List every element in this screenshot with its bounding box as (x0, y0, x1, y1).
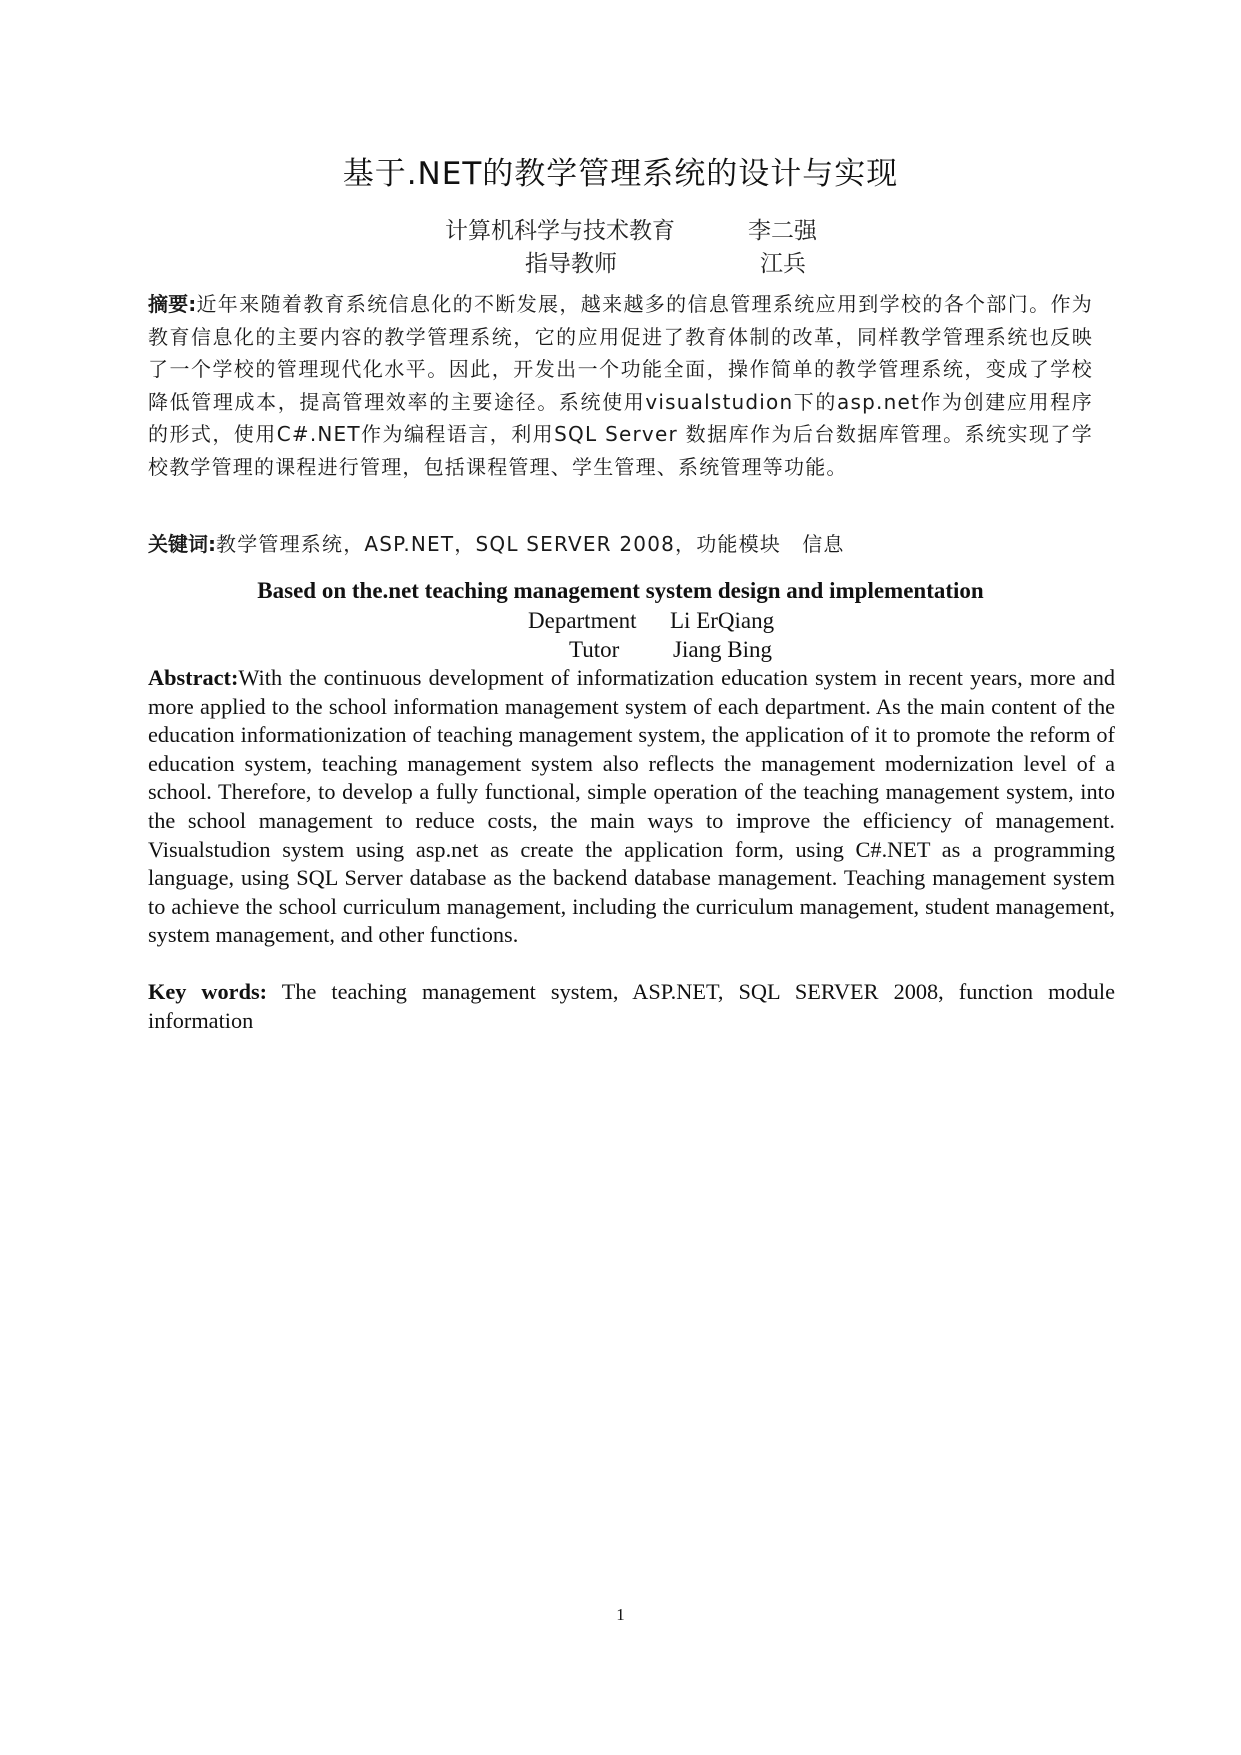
english-keywords (148, 978, 1115, 1035)
chinese-keywords-text: 教学管理系统，ASP.NET，SQL SERVER 2008，功能模块 信息 (216, 532, 845, 556)
major-label: 计算机科学与技术教育 (445, 218, 675, 244)
advisor-label: 指导教师 (525, 251, 617, 277)
english-abstract-label: Abstract: (148, 665, 239, 690)
author-name: 李二强 (748, 218, 817, 244)
english-abstract (148, 664, 1115, 950)
english-keywords-text: The teaching management system, ASP.NET, SQL SERVER 2008, function module information (148, 979, 1115, 1033)
chinese-keywords-label: 关键词: (148, 532, 216, 556)
chinese-abstract-label: 摘要: (148, 292, 197, 316)
page-number: 1 (616, 1605, 625, 1624)
advisor-name: 江兵 (760, 251, 806, 277)
department-label: Department (528, 608, 637, 633)
english-author-name: Li ErQiang (670, 608, 775, 633)
english-abstract-text: With the continuous development of informatization education system in recent years, more and more applied to the school information management system of each department. As the main content of the education informationization of teaching management system, the application of it to promote the reform of education system, teaching management system also reflects the management modernization level of a school. Therefore, to develop a fully functional, simple operation of the teaching management system, into the school management to reduce costs, the main ways to improve the efficiency of management. Visualstudion system using asp.net as create the application form, using C#.NET as a programming language, using SQL Server database as the backend database management. Teaching management system to achieve the school curriculum management, including the curriculum management, student management, system management, and other functions. (148, 665, 1115, 948)
english-keywords-label: Key words: (148, 979, 268, 1004)
english-title: Based on the.net teaching management system design and implementation (257, 578, 984, 603)
chinese-title: 基于.NET的教学管理系统的设计与实现 (342, 156, 899, 192)
chinese-abstract-text: 近年来随着教育系统信息化的不断发展，越来越多的信息管理系统应用到学校的各个部门。作为教育信息化的主要内容的教学管理系统，它的应用促进了教育体制的改革，同样教学管理系统也反映了一个学校的管理现代化水平。因此，开发出一个功能全面，操作简单的教学管理系统，变成了学校降低管理成本，提高管理效率的主要途径。系统使用visualstudion下的asp.net作为创建应用程序的形式，使用C#.NET作为编程语言，利用SQL Server 数据库作为后台数据库管理。系统实现了学校教学管理的课程进行管理，包括课程管理、学生管理、系统管理等功能。 (148, 292, 1094, 479)
chinese-keywords (148, 528, 1093, 557)
chinese-abstract (148, 288, 1093, 483)
tutor-name: Jiang Bing (673, 637, 773, 662)
tutor-label: Tutor (569, 637, 620, 662)
